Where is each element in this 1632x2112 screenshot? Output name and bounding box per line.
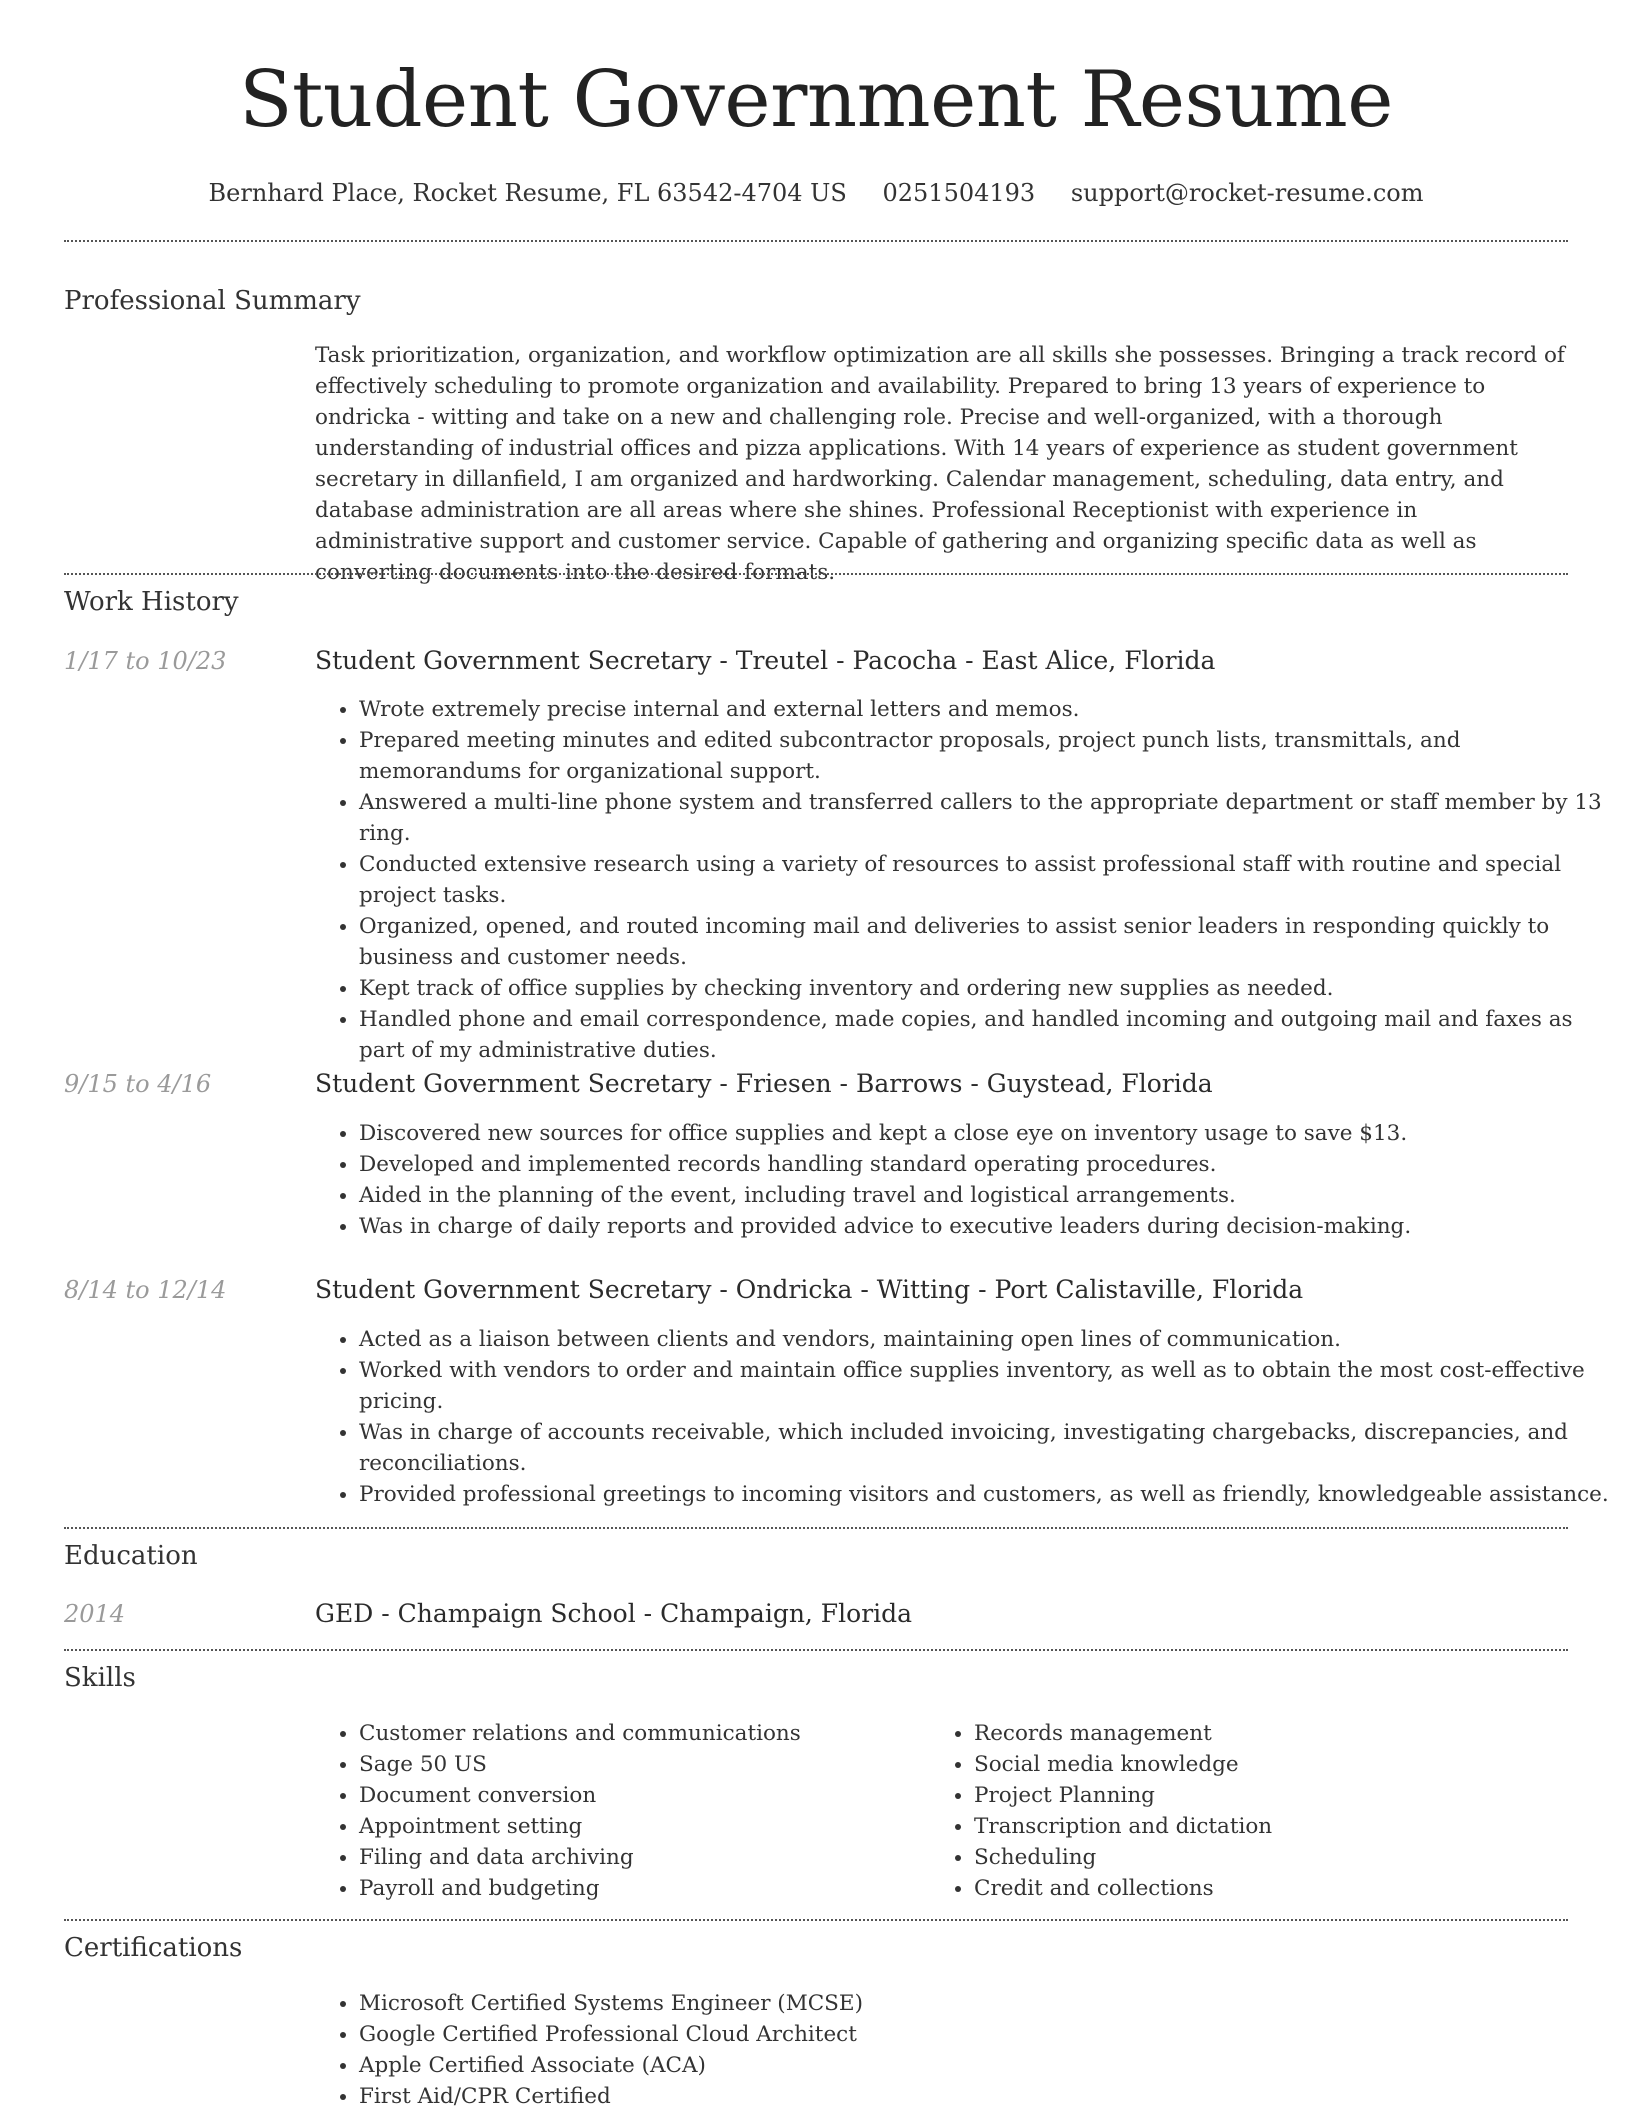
skill-item: • Project Planning [974,1780,1574,1811]
job-bullet: • Was in charge of daily reports and provided advice to executive leaders during decision-making. [359,1211,1614,1242]
job-bullet: • Discovered new sources for office supplies and kept a close eye on inventory usage to save $13. [359,1118,1614,1149]
job-title: Student Government Secretary - Friesen - Barrows - Guystead, Florida [315,1069,1213,1098]
contact-address: Bernhard Place, Rocket Resume, FL 63542-4704 US [208,179,847,207]
work-heading: Work History [64,587,239,617]
skill-item: • Document conversion [359,1780,959,1811]
skills-list-left [315,1718,959,1904]
job-title: Student Government Secretary - Ondricka - Witting - Port Calistaville, Florida [315,1275,1304,1304]
contact-phone: 0251504193 [882,179,1036,207]
certification-item: • Google Certified Professional Cloud Architect [359,2019,1559,2050]
certification-item: • Microsoft Certified Systems Engineer (MCSE) [359,1988,1559,2019]
divider [64,1919,1568,1921]
job-dates: 8/14 to 12/14 [64,1276,227,1304]
job-bullet: • Handled phone and email correspondence, made copies, and handled incoming and outgoing mail and faxes as part of my administrative duties. [359,1004,1614,1066]
job-bullet: • Conducted extensive research using a variety of resources to assist professional staff with routine and special project tasks. [359,849,1614,911]
job-title: Student Government Secretary - Treutel - Pacocha - East Alice, Florida [315,646,1216,675]
certifications-list [315,1988,1559,2112]
job-bullet: • Aided in the planning of the event, including travel and logistical arrangements. [359,1180,1614,1211]
skill-item: • Filing and data archiving [359,1842,959,1873]
education-year: 2014 [64,1600,126,1628]
divider [64,1527,1568,1529]
skill-item: • Transcription and dictation [974,1811,1574,1842]
job-dates: 1/17 to 10/23 [64,647,227,675]
skill-item: • Social media knowledge [974,1749,1574,1780]
contact-email: support@rocket-resume.com [1070,179,1424,207]
skill-item: • Payroll and budgeting [359,1873,959,1904]
education-heading: Education [64,1541,198,1571]
contact-line [0,178,1632,208]
job-bullet: • Wrote extremely precise internal and external letters and memos. [359,694,1614,725]
job-bullets [315,1118,1614,1242]
skill-item: • Customer relations and communications [359,1718,959,1749]
resume-title: Student Government Resume [239,55,1393,145]
job-bullet: • Worked with vendors to order and maintain office supplies inventory, as well as to obtain the most cost-effective pricing. [359,1355,1614,1417]
job-bullet: • Developed and implemented records handling standard operating procedures. [359,1149,1614,1180]
certification-item: • Apple Certified Associate (ACA) [359,2050,1559,2081]
divider [64,1649,1568,1651]
job-dates: 9/15 to 4/16 [64,1070,212,1098]
skills-heading: Skills [64,1663,136,1693]
skill-item: • Sage 50 US [359,1749,959,1780]
job-bullet: • Kept track of office supplies by checking inventory and ordering new supplies as needed. [359,973,1614,1004]
job-bullets [315,694,1614,1066]
job-bullet: • Provided professional greetings to incoming visitors and customers, as well as friendly, knowledgeable assistance. [359,1479,1614,1510]
job-bullet: • Answered a multi-line phone system and transferred callers to the appropriate department or staff member by 13 ring. [359,787,1614,849]
divider [64,240,1568,242]
job-bullets [315,1324,1614,1510]
job-bullet: • Prepared meeting minutes and edited subcontractor proposals, project punch lists, transmittals, and memorandums for organizational support. [359,725,1614,787]
certifications-heading: Certifications [64,1933,243,1963]
skill-item: • Credit and collections [974,1873,1574,1904]
job-bullet: • Acted as a liaison between clients and vendors, maintaining open lines of communication. [359,1324,1614,1355]
skill-item: • Scheduling [974,1842,1574,1873]
skill-item: • Records management [974,1718,1574,1749]
education-degree: GED - Champaign School - Champaign, Florida [315,1599,913,1628]
summary-text: Task prioritization, organization, and workflow optimization are all skills she possesses. Bringing a track record of effectively scheduling to promote organization and availability. Prepared to bring 13 years of experience to ondricka - witting and take on a new and challenging role. Precise and well-organized, with a thorough understanding of industrial offices and pizza applications. With 14 years of experience as student government secretary in dillanfield, I am organized and hardworking. Calendar management, scheduling, data entry, and database administration are all areas where she shines. Professional Receptionist with experience in administrative support and customer service. Capable of gathering and organizing specific data as well as converting documents into the desired formats. [315,343,1565,585]
job-bullet: • Was in charge of accounts receivable, which included invoicing, investigating chargebacks, discrepancies, and reconciliations. [359,1417,1614,1479]
job-bullet: • Organized, opened, and routed incoming mail and deliveries to assist senior leaders in responding quickly to business and customer needs. [359,911,1614,973]
divider [64,573,1568,575]
skill-item: • Appointment setting [359,1811,959,1842]
skills-list-right [930,1718,1574,1904]
summary-heading: Professional Summary [64,286,361,316]
certification-item: • First Aid/CPR Certified [359,2081,1559,2112]
